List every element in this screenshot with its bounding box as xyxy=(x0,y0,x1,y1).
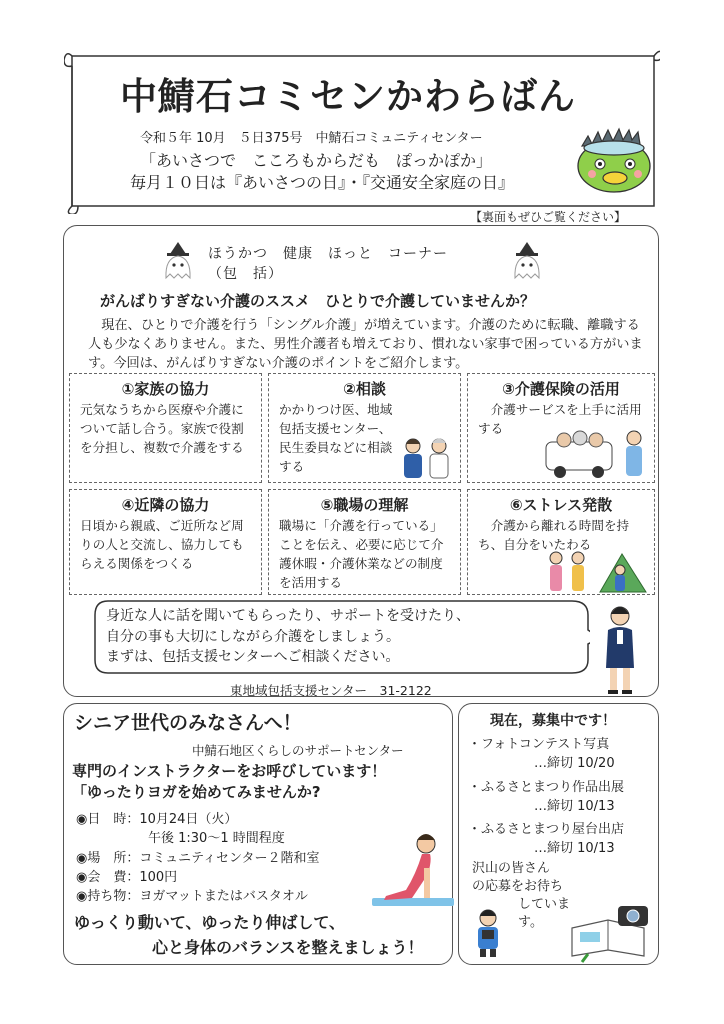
tip-insurance xyxy=(467,373,655,483)
tip-family xyxy=(69,373,262,483)
event-place: ◉場 所：コミュニティセンター２階和室 xyxy=(76,851,320,866)
issue-info: 令和５年 10月 ５日375号 中鯖石コミュニティセンター xyxy=(140,131,483,146)
care-van-icon xyxy=(542,428,652,480)
tip-body: 介護サービスを上手に活用する xyxy=(478,402,642,436)
ghost-witch-icon xyxy=(510,240,544,280)
singing-hiking-icon xyxy=(542,546,652,594)
recruit-item: ・ふるさとまつり作品出展 xyxy=(468,780,625,795)
support-center-name: 中鯖石地区くらしのサポートセンター xyxy=(192,743,404,758)
event-time: 午後 1:30～1 時間程度 xyxy=(148,831,285,846)
greeting-day-line: 毎月１０日は『あいさつの日』・『交通安全家庭の日』 xyxy=(130,173,515,192)
tip-body: かかりつけ医、地域包括支援センター、民生委員などに相談する xyxy=(279,402,393,474)
slogan: 「あいさつで こころもからだも ぽっかぽか」 xyxy=(140,151,493,170)
event-items: ◉持ち物：ヨガマットまたはバスタオル xyxy=(76,889,308,904)
corner-title: ほうかつ 健康 ほっと コーナー xyxy=(208,246,448,262)
advice-line: 自分の事も大切にしながら介護をしましょう。 xyxy=(106,628,400,645)
tip-body: 日頃から親戚、ご近所など周りの人と交流し、協力してもらえる関係をつくる xyxy=(80,518,244,571)
tip-consult xyxy=(268,373,461,483)
invite-line: 「ゆったりヨガを始めてみませんか? xyxy=(72,783,321,801)
tip-neighbors xyxy=(69,489,262,595)
advice-text xyxy=(106,606,576,668)
closing-line: 心と身体のバランスを整えましょう！ xyxy=(152,938,424,957)
tip-title: ①家族の協力 xyxy=(121,380,210,398)
tip-title: ②相談 xyxy=(343,380,386,398)
support-center-contact: 東地域包括支援センター 31-2122 xyxy=(230,683,432,698)
tip-stress xyxy=(467,489,655,595)
wish-line: 沢山の皆さん xyxy=(472,861,551,876)
recruit-deadline: …締切 10/13 xyxy=(534,799,615,814)
event-fee: ◉会 費：100円 xyxy=(76,870,178,885)
article-headline: がんばりすぎない介護のススメ ひとりで介護していませんか？ xyxy=(100,292,536,310)
invite-line: 専門のインストラクターをお呼びしています！ xyxy=(72,762,387,780)
tip-body: 元気なうちから医療や介護について話し合う。家族で役割を分担し、複数で介護をする xyxy=(80,402,244,455)
senior-title: シニア世代のみなさんへ！ xyxy=(74,712,302,734)
doctor-consult-icon xyxy=(399,434,455,480)
camera-book-icon xyxy=(568,898,654,964)
article-intro: 現在、ひとりで介護を行う「シングル介護」が増えています。介護のために転職、離職する人も少なくありません。また、男性介護者も増えており、慣れない家事で困っている方がいます。今回は、がんばりすぎない介護のポイントをご紹介します。 xyxy=(88,318,643,371)
advice-line: まずは、包括支援センターへご相談ください。 xyxy=(106,649,400,665)
recruit-item: ・フォトコンテスト写真 xyxy=(468,737,610,752)
tip-title: ③介護保険の活用 xyxy=(502,380,620,398)
wish-line: の応募をお待ち xyxy=(472,879,564,894)
event-date: ◉日 時：10月24日（火） xyxy=(76,812,238,827)
corner-subtitle: （包 括） xyxy=(208,266,283,282)
tip-title: ④近隣の協力 xyxy=(121,496,210,514)
kappa-mascot-icon xyxy=(572,124,658,196)
recruitment-title: 現在，募集中です！ xyxy=(490,713,616,729)
wish-line: しています。 xyxy=(518,897,571,930)
tip-workplace xyxy=(268,489,461,595)
staff-woman-icon xyxy=(600,604,640,696)
recruit-item: ・ふるさとまつり屋台出店 xyxy=(468,822,625,837)
advice-line: 身近な人に話を聞いてもらったり、サポートを受けたり、 xyxy=(106,608,470,624)
tip-title: ⑥ストレス発散 xyxy=(509,496,613,514)
tip-body: 介護から離れる時間を持ち、自分をいたわる xyxy=(478,518,630,552)
boy-camera-icon xyxy=(472,908,504,958)
yoga-woman-icon xyxy=(372,830,454,910)
ghost-witch-icon xyxy=(161,240,195,280)
tip-title: ⑤職場の理解 xyxy=(320,496,409,514)
back-page-note: 【裏面もぜひご覧ください】 xyxy=(470,210,627,224)
closing-line: ゆっくり動いて、ゆったり伸ばして、 xyxy=(74,913,346,932)
tip-body: 職場に「介護を行っている」ことを伝え、必要に応じて介護休暇・介護休業などの制度を活用する xyxy=(279,518,444,590)
newsletter-title: 中鯖石コミセンかわらばん xyxy=(120,75,576,118)
recruit-deadline: …締切 10/20 xyxy=(534,756,615,771)
recruit-deadline: …締切 10/13 xyxy=(534,841,615,856)
